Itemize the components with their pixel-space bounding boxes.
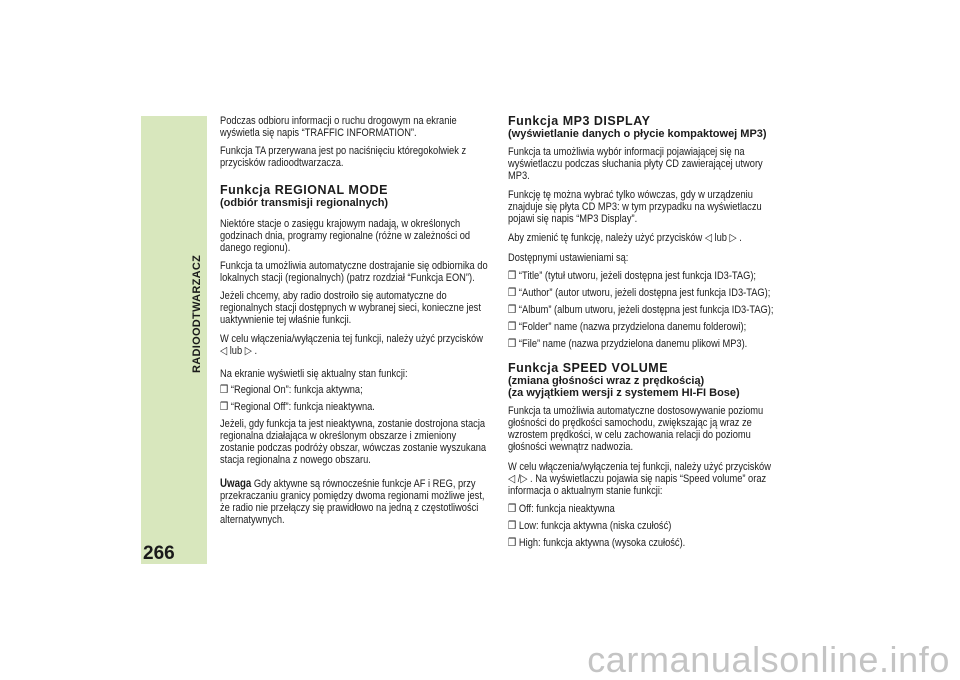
list-item: ❒ Low: funkcja aktywna (niska czułość) xyxy=(508,519,672,532)
left-column xyxy=(220,0,542,526)
section-title-speed-volume: Funkcja SPEED VOLUME xyxy=(508,360,669,375)
section-title-regional-mode: Funkcja REGIONAL MODE xyxy=(220,182,388,197)
note-text: Gdy aktywne są równocześnie funkcje AF i REG, przy przekraczaniu granicy pomiędzy dwoma regionami możliwe jest, że radio nie przełączy się prawidłowo na jedną z częstotliwości alternatywnych. xyxy=(220,478,485,526)
section-subtitle-regional-mode: (odbiór transmisji regionalnych) xyxy=(220,196,389,209)
paragraph: Aby zmienić tę funkcję, należy użyć przycisków ◁ lub ▷ . xyxy=(508,231,742,244)
section-tab-label: RADIOODTWARZACZ xyxy=(191,254,203,373)
section-subtitle-speed-volume: (zmiana głośności wraz z prędkością) xyxy=(508,374,705,387)
right-column xyxy=(508,0,830,549)
paragraph: Jeżeli chcemy, aby radio dostroiło się automatyczne do regionalnych stacji dostępnych w wybranej sieci, konieczne jest uaktywnienie tej właśnie funkcji. xyxy=(220,290,481,326)
list-item: ❒ High: funkcja aktywna (wysoka czułość). xyxy=(508,536,686,549)
paragraph: Na ekranie wyświetli się aktualny stan funkcji: xyxy=(220,368,408,380)
paragraph: Funkcja ta umożliwia wybór informacji pojawiającej się na wyświetlaczu podczas słuchania płyty CD zawierającej utwory MP3. xyxy=(508,145,763,182)
list-item: ❒ “Title” (tytuł utworu, jeżeli dostępna jest funkcja ID3-TAG); xyxy=(508,269,757,282)
list-item: ❒ “Album” (album utworu, jeżeli dostępna jest funkcja ID3-TAG); xyxy=(508,303,774,316)
paragraph-traffic-info: Podczas odbioru informacji o ruchu drogowym na ekranie wyświetla się napis “TRAFFIC INFORMATION”. xyxy=(220,115,457,139)
paragraph: W celu włączenia/wyłączenia tej funkcji, należy użyć przycisków ◁ /▷ . Na wyświetlaczu pojawia się napis “Speed volume” oraz informacja o aktualnym stanie funkcji: xyxy=(508,460,771,497)
list-item: ❒ Off: funkcja nieaktywna xyxy=(508,502,615,515)
paragraph: Jeżeli, gdy funkcja ta jest nieaktywna, zostanie dostrojona stacja regionalna działająca w określonym obszarze i zmieniony zostanie podczas podróży obszar, wówczas zostanie wyszukana stacja regionalna z nowego obszaru. xyxy=(220,418,487,466)
paragraph: Niektóre stacje o zasięgu krajowym nadają, w określonych godzinach dnia, programy regionalne (różne w zależności od danego regionu). xyxy=(220,218,471,254)
paragraph-ta-interrupt: Funkcja TA przerywana jest po naciśnięciu któregokolwiek z przycisków radioodtwarzacza. xyxy=(220,145,467,169)
paragraph: Funkcję tę można wybrać tylko wówczas, gdy w urządzeniu znajduje się płyta CD MP3: w tym przypadku na wyświetlaczu pojawi się napis “MP3 Display”. xyxy=(508,188,762,225)
paragraph: Funkcja ta umożliwia automatyczne dostrajanie się odbiornika do lokalnych stacji (regionalnych) (patrz rozdział “Funkcja EON”). xyxy=(220,260,488,284)
page-number: 266 xyxy=(143,543,175,564)
list-item: ❒ “Regional Off”: funkcja nieaktywna. xyxy=(220,401,375,413)
section-subtitle-speed-volume-exception: (za wyjątkiem wersji z systemem HI-FI Bose) xyxy=(508,386,740,399)
watermark: carmanualsonline.info xyxy=(587,639,950,680)
section-subtitle-mp3-display: (wyświetlanie danych o płycie kompaktowej MP3) xyxy=(508,127,767,140)
section-title-mp3-display: Funkcja MP3 DISPLAY xyxy=(508,113,651,128)
list-item: ❒ “File” name (nazwa przydzielona danemu plikowi MP3). xyxy=(508,337,748,350)
paragraph: Dostępnymi ustawieniami są: xyxy=(508,251,629,264)
paragraph: Funkcja ta umożliwia automatyczne dostosowywanie poziomu głośności do prędkości samochodu, zwiększając ją wraz ze wzrostem prędkości, w celu zachowania relacji do poziomu głośności wewnątrz nadwozia. xyxy=(508,404,764,453)
note-label: Uwaga xyxy=(220,478,252,490)
list-item: ❒ “Regional On”: funkcja aktywna; xyxy=(220,384,363,396)
paragraph: W celu włączenia/wyłączenia tej funkcji, należy użyć przycisków ◁ lub ▷ . xyxy=(220,333,483,357)
list-item: ❒ “Folder” name (nazwa przydzielona danemu folderowi); xyxy=(508,320,747,333)
note-paragraph xyxy=(220,478,490,526)
list-item: ❒ “Author” (autor utworu, jeżeli dostępna jest funkcja ID3-TAG); xyxy=(508,286,771,299)
